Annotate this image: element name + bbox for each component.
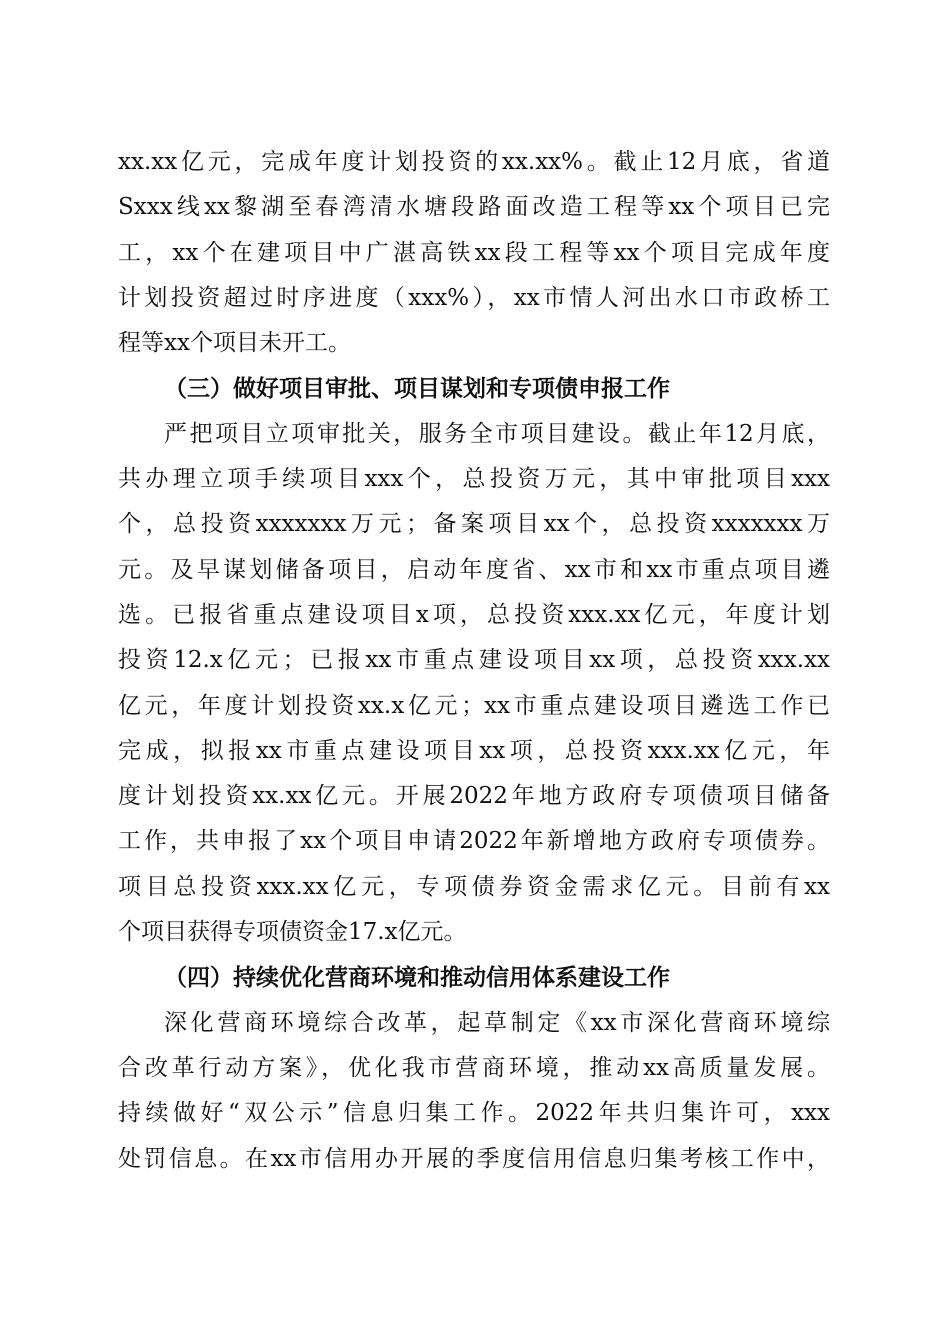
section-heading-3: （三）做好项目审批、项目谋划和专项债申报工作 — [164, 375, 670, 403]
paragraph-line: 处罚信息。在xx市信用办开展的季度信用信息归集考核工作中， — [118, 1145, 830, 1172]
section-heading-4: （四）持续优化营商环境和推动信用体系建设工作 — [164, 964, 670, 992]
paragraph-line: 深化营商环境综合改革，起草制定《xx市深化营商环境综 — [164, 1009, 830, 1036]
paragraph-line: 选。已报省重点建设项目x项，总投资xxx.xx亿元，年度计划 — [118, 601, 830, 628]
paragraph-line: 投资12.x亿元；已报xx市重点建设项目xx项，总投资xxx.xx — [118, 647, 830, 674]
paragraph-line: xx.xx亿元，完成年度计划投资的xx.xx%。截止12月底，省道 — [118, 149, 830, 175]
paragraph-line: 亿元，年度计划投资xx.x亿元；xx市重点建设项目遴选工作已 — [118, 692, 830, 719]
paragraph-line: 工作，共申报了xx个项目申请2022年新增地方政府专项债券。 — [118, 828, 830, 855]
document-body — [118, 140, 830, 1182]
paragraph-line: 度计划投资xx.xx亿元。开展2022年地方政府专项债项目储备 — [118, 783, 830, 810]
paragraph-line: 合改革行动方案》，优化我市营商环境，推动xx高质量发展。 — [118, 1054, 830, 1081]
paragraph-line: 程等xx个项目未开工。 — [118, 330, 351, 357]
paragraph-line: 项目总投资xxx.xx亿元，专项债券资金需求亿元。目前有xx — [118, 873, 830, 900]
paragraph-line: 个，总投资xxxxxxx万元；备案项目xx个，总投资xxxxxxx万 — [118, 511, 830, 538]
paragraph-line: 计划投资超过时序进度（xxx%），xx市情人河出水口市政桥工 — [118, 284, 830, 311]
paragraph-line: 完成，拟报xx市重点建设项目xx项，总投资xxx.xx亿元，年 — [118, 737, 830, 764]
paragraph-line: 工，xx个在建项目中广湛高铁xx段工程等xx个项目完成年度 — [118, 239, 830, 266]
paragraph-line: 元。及早谋划储备项目，启动年度省、xx市和xx市重点项目遴 — [118, 556, 830, 583]
paragraph-line: 共办理立项手续项目xxx个，总投资万元，其中审批项目xxx — [118, 466, 830, 493]
paragraph-line: 持续做好“双公示”信息归集工作。2022年共归集许可，xxx — [118, 1100, 830, 1127]
paragraph-line: Sxxx线xx黎湖至春湾清水塘段路面改造工程等xx个项目已完 — [118, 194, 830, 221]
paragraph-line: 严把项目立项审批关，服务全市项目建设。截止年12月底， — [164, 420, 830, 447]
paragraph-line: 个项目获得专项债资金17.x亿元。 — [118, 919, 467, 946]
